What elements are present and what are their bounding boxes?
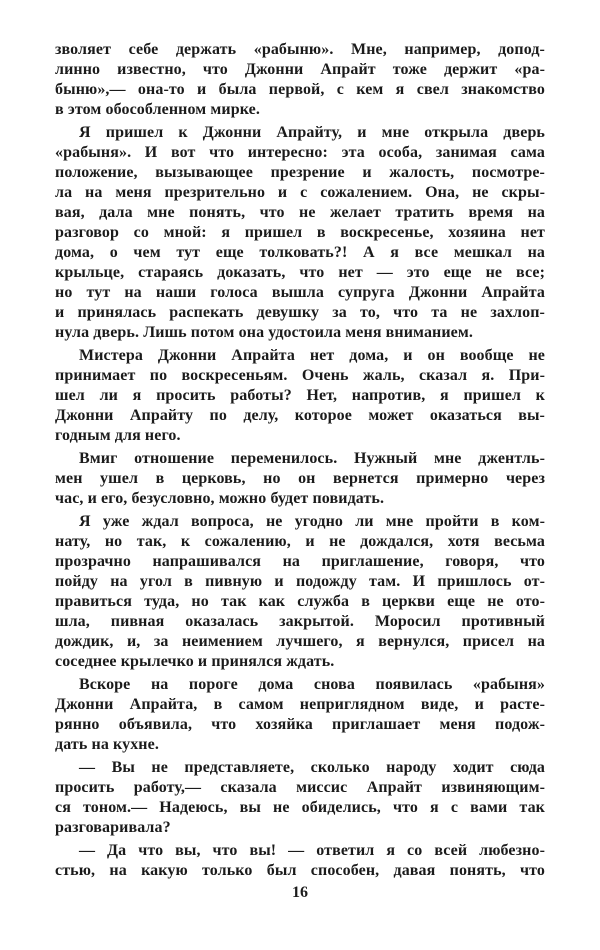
text-line: ся тоном.— Надеюсь, вы не обиделись, что я с вами так <box>55 799 545 816</box>
text-line: разговор со мной: я пришел в воскресенье, хозяина нет <box>55 224 545 241</box>
text-line: и принялась распекать девушку за то, что та не захлоп- <box>55 304 545 321</box>
text-line: «рабыня». И вот что интересно: эта особа, занимая сама <box>55 144 545 161</box>
text-line: дать на кухне. <box>55 736 159 753</box>
text-line: — Вы не представляете, сколько народу ходит сюда <box>79 759 545 776</box>
text-line: дома, о чем тут еще толковать?! А я все мешкал на <box>55 244 545 261</box>
text-line: принимает по воскресеньям. Очень жаль, сказал я. При- <box>55 367 545 384</box>
text-line: шел ли я просить работы? Нет, напротив, я пришел к <box>55 387 545 404</box>
text-line: рянно объявила, что хозяйка приглашает меня подож- <box>55 716 545 733</box>
text-line: Вскоре на пороге дома снова появилась «рабыня» <box>79 676 545 693</box>
text-line: годным для него. <box>55 427 181 444</box>
text-line: просить работу,— сказала миссис Апрайт извиняющим- <box>55 779 545 796</box>
paragraph <box>55 675 545 755</box>
text-line: — Да что вы, что вы! — ответил я со всей любезно- <box>79 842 545 859</box>
text-line: в этом обособленном мирке. <box>55 101 260 118</box>
text-line: Джонни Апрайта, в самом неприглядном виде, и расте- <box>55 696 545 713</box>
text-line: прозрачно напрашивался на приглашение, говоря, что <box>55 553 545 570</box>
text-line: мен ушел в церковь, но он вернется примерно через <box>55 470 545 487</box>
page-number: 16 <box>292 884 308 901</box>
paragraph <box>55 512 545 672</box>
text-line: Джонни Апрайту по делу, которое может оказаться вы- <box>55 407 545 424</box>
text-line: быню»,— она-то и была первой, с кем я свел знакомство <box>55 81 545 98</box>
text-line: разговаривала? <box>55 819 171 836</box>
text-line: положение, вызывающее презрение и жалость, посмотре- <box>55 164 545 181</box>
text-line: соседнее крылечко и принялся ждать. <box>55 653 335 670</box>
text-line: крыльце, стараясь доказать, что нет — это еще не все; <box>55 264 545 281</box>
text-line: но тут на наши голоса вышла супруга Джонни Апрайта <box>55 284 545 301</box>
text-line: правиться туда, но так как служба в церкви еще не ото- <box>55 593 545 610</box>
text-line: зволяет себе держать «рабыню». Мне, например, допод- <box>55 41 545 58</box>
text-line: шла, пивная оказалась закрытой. Моросил противный <box>55 613 545 630</box>
text-line: нула дверь. Лишь потом она удостоила меня вниманием. <box>55 324 473 341</box>
text-line: Я уже ждал вопроса, не угодно ли мне пройти в ком- <box>79 513 545 530</box>
paragraph <box>55 841 545 881</box>
paragraph <box>55 40 545 120</box>
text-line: дождик, и, за неимением лучшего, я вернулся, присел на <box>55 633 545 650</box>
paragraph <box>55 758 545 838</box>
text-line: стью, на какую только был способен, давая понять, что <box>55 862 545 879</box>
text-line: вая, дала мне понять, что не желает тратить время на <box>55 204 545 221</box>
text-line: пойду на угол в пивную и подожду там. И пришлось от- <box>55 573 545 590</box>
text-line: Вмиг отношение переменилось. Нужный мне джентль- <box>79 450 545 467</box>
paragraph <box>55 123 545 343</box>
paragraph <box>55 346 545 446</box>
text-line: час, и его, безусловно, можно будет повидать. <box>55 490 385 507</box>
text-line: ла на меня презрительно и с сожалением. Она, не скры- <box>55 184 545 201</box>
text-line: Мистера Джонни Апрайта нет дома, и он вообще не <box>79 347 545 364</box>
text-line: нату, но так, к сожалению, и не дождался, хотя весьма <box>55 533 545 550</box>
page-body <box>55 40 545 881</box>
paragraph <box>55 449 545 509</box>
text-line: линно известно, что Джонни Апрайт тоже держит «ра- <box>55 61 545 78</box>
text-line: Я пришел к Джонни Апрайту, и мне открыла дверь <box>79 124 545 141</box>
